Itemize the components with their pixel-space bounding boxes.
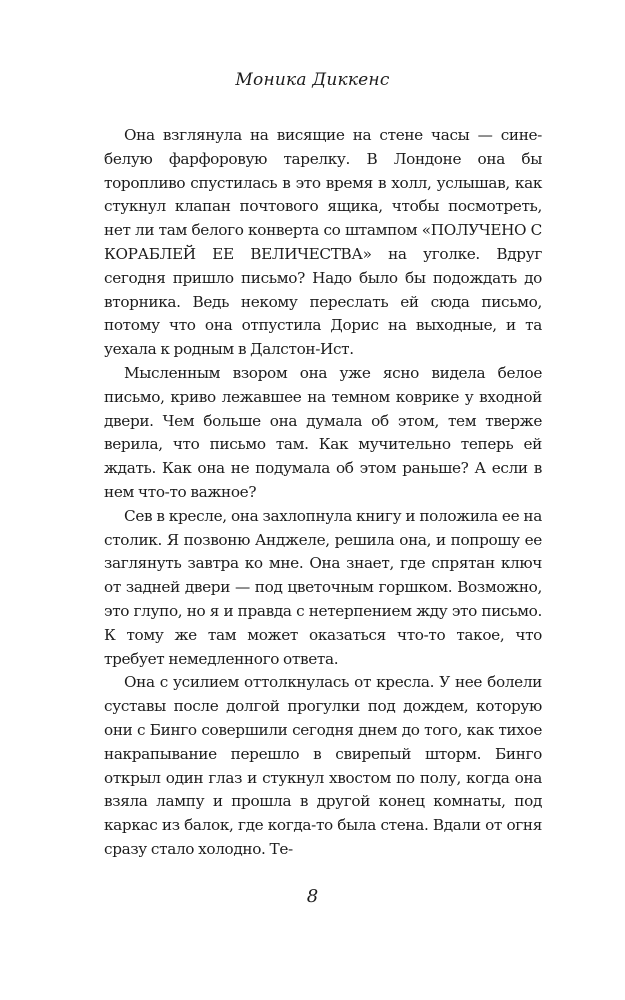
- paragraph: Она с усилием оттолкнулась от кресла. У нее болели суставы после долгой прогулки под дождем, которую они с Бинго совершили сегодня днем до того, как тихое накрапывание перешло в свирепый шторм. Бинго открыл один глаз и стукнул хвостом по полу, когда она взяла лампу и прошла в другой конец комнаты, под каркас из балок, где когда-то была стена. Вдали от огня сразу стало холодно. Те-: [104, 673, 542, 858]
- page-number: 8: [306, 886, 319, 907]
- paragraph: Мысленным взором она уже ясно видела белое письмо, криво лежавшее на темном коврике у входной двери. Чем больше она думала об этом, тем тверже верила, что письмо там. Как мучительно теперь ей ждать. Как она не подумала об этом раньше? А если в нем что-то важное?: [104, 363, 542, 501]
- body-text: [104, 124, 542, 862]
- paragraph: Сев в кресле, она захлопнула книгу и положила ее на столик. Я позвоню Анджеле, решила она, и попрошу ее заглянуть завтра ко мне. Она знает, где спрятан ключ от задней двери — под цветочным горшком. Возможно, это глупо, но я и правда с нетерпением жду это письмо. К тому же там может оказаться что-то такое, что требует немедленного ответа.: [104, 506, 542, 668]
- paragraph: Она взглянула на висящие на стене часы — сине-белую фарфоровую тарелку. В Лондоне она бы торопливо спустилась в это время в холл, услышав, как стукнул клапан почтового ящика, чтобы посмотреть, нет ли там белого конверта со штампом «ПОЛУЧЕНО С КОРАБЛЕЙ ЕЕ ВЕЛИЧЕСТВА» на уголке. Вдруг сегодня пришло письмо? Надо было бы подождать до вторника. Ведь некому переслать ей сюда письмо, потому что она отпустила Дорис на выходные, и та уехала к родным в Далстон-Ист.: [104, 126, 542, 359]
- running-header: Моника Диккенс: [235, 70, 390, 90]
